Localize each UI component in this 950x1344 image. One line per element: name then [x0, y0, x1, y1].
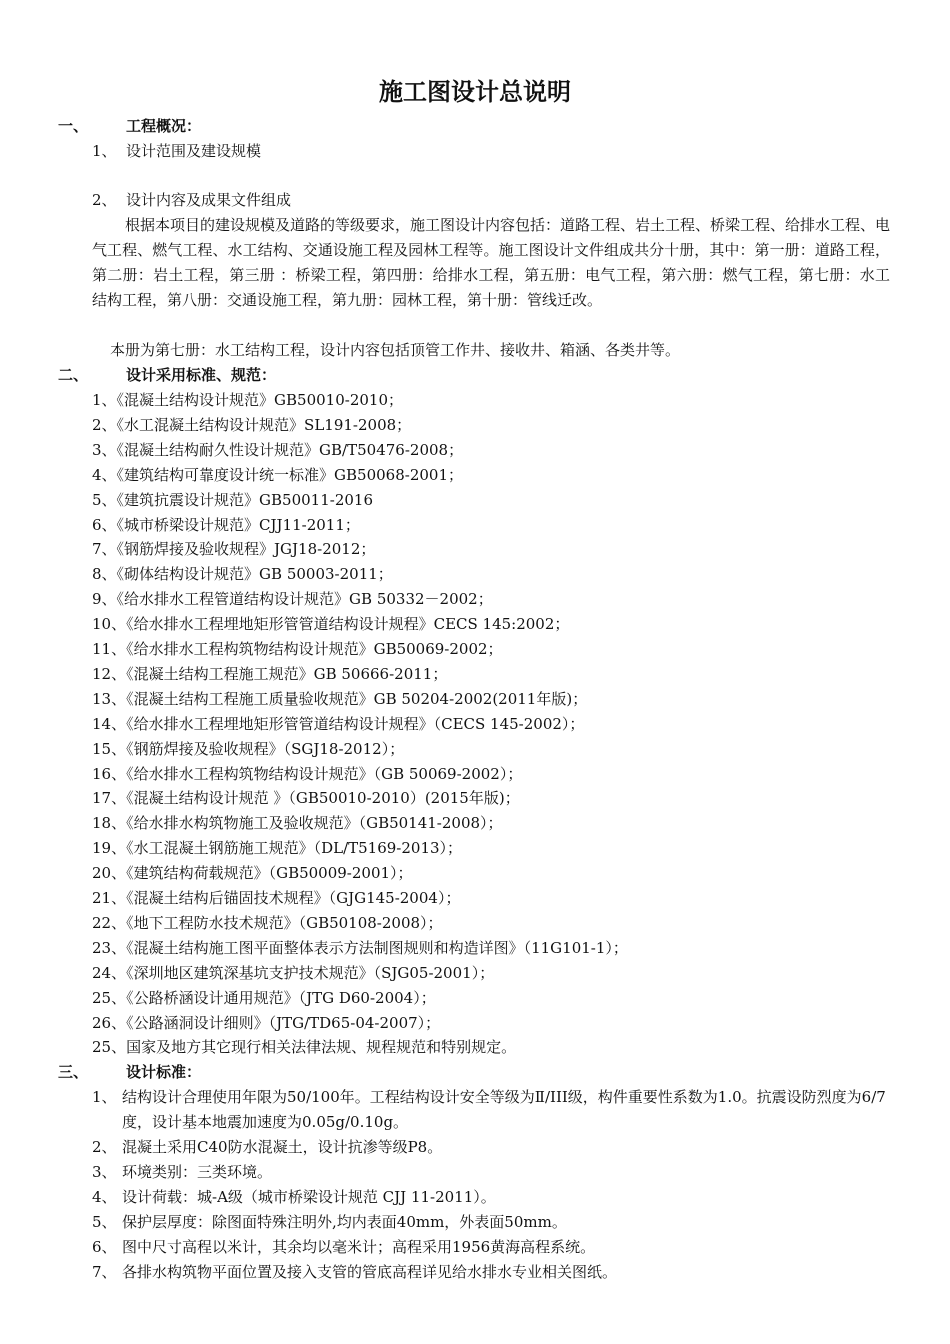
standard-item: 17、《混凝土结构设计规范 》（GB50010-2010）(2015年版)；: [92, 789, 520, 808]
standard-item: 22、《地下工程防水技术规范》（GB50108-2008）；: [92, 913, 443, 932]
section-3-item-number: 4、: [92, 1188, 117, 1206]
section-3-item-text: 混凝土采用C40防水混凝土，设计抗渗等级P8。: [122, 1138, 443, 1156]
section-2-number: 二、: [58, 366, 89, 384]
standard-item: 5、《建筑抗震设计规范》GB50011-2016: [92, 490, 374, 509]
section-3-item-number: 1、: [92, 1088, 117, 1106]
section-1-item-text: 设计内容及成果文件组成: [126, 191, 292, 209]
standard-item: 10、《给水排水工程埋地矩形管管道结构设计规程》CECS 145:2002；: [92, 615, 570, 634]
standard-item: 2、《水工混凝土结构设计规范》SL191-2008；: [92, 415, 412, 434]
standard-item: 1、《混凝土结构设计规范》GB50010-2010；: [92, 391, 404, 409]
section-3-item-text: 各排水构筑物平面位置及接入支管的管底高程详见给水排水专业相关图纸。: [122, 1263, 618, 1281]
standard-item: 11、《给水排水工程构筑物结构设计规范》GB50069-2002；: [92, 640, 503, 658]
section-3-heading: 设计标准：: [126, 1063, 202, 1081]
section-1-item-number: 2、: [92, 191, 117, 209]
section-3-item-text: 图中尺寸高程以米计，其余均以毫米计；高程采用1956黄海高程系统。: [122, 1238, 596, 1256]
section-3-item-text: 设计荷载：城-A级（城市桥梁设计规范 CJJ 11-2011）。: [122, 1188, 496, 1206]
document-title: 施工图设计总说明: [379, 78, 571, 106]
section-2-heading: 设计采用标准、规范：: [126, 366, 277, 384]
standard-item: 7、《钢筋焊接及验收规程》JGJ18-2012；: [92, 540, 376, 559]
standard-item: 4、《建筑结构可靠度设计统一标准》GB50068-2001；: [92, 465, 464, 484]
section-3-item-number: 5、: [92, 1213, 117, 1231]
section-1-heading: 工程概况：: [126, 117, 202, 135]
standard-item: 25、《公路桥涵设计通用规范》（JTG D60-2004）；: [92, 988, 436, 1007]
standard-item: 20、《建筑结构荷载规范》（GB50009-2001）；: [92, 864, 413, 883]
standard-item: 23、《混凝土结构施工图平面整体表示方法制图规则和构造详图》（11G101-1）；: [92, 938, 628, 957]
standard-item: 25、国家及地方其它现行相关法律法规、规程规范和特别规定。: [92, 1038, 517, 1057]
standard-item: 24、《深圳地区建筑深基坑支护技术规范》（SJG05-2001）；: [92, 963, 495, 982]
section-1-number: 一、: [58, 117, 89, 135]
standard-item: 19、《水工混凝土钢筋施工规范》（DL/T5169-2013）；: [92, 839, 463, 858]
standard-item: 12、《混凝土结构工程施工规范》GB 50666-2011；: [92, 664, 448, 683]
standard-item: 3、《混凝土结构耐久性设计规范》GB/T50476-2008；: [92, 440, 464, 459]
section-3-item-number: 7、: [92, 1263, 117, 1281]
section-3-item-text: 结构设计合理使用年限为50/100年。工程结构设计安全等级为Ⅱ/III级，构件重要性系数为1.0。抗震设防烈度为6/7度，设计基本地震加速度为0.05g/0.10g。: [122, 1088, 886, 1131]
section-3-item-number: 6、: [92, 1238, 117, 1256]
standard-item: 8、《砌体结构设计规范》GB 50003-2011；: [92, 565, 393, 584]
standard-item: 16、《给水排水工程构筑物结构设计规范》（GB 50069-2002）；: [92, 764, 523, 783]
standard-item: 21、《混凝土结构后锚固技术规程》（GJG145-2004）；: [92, 889, 461, 907]
standard-item: 9、《给水排水工程管道结构设计规范》GB 50332－2002；: [92, 590, 493, 609]
standard-item: 26、《公路涵洞设计细则》（JTG/TD65-04-2007）；: [92, 1013, 441, 1032]
section-3-item-number: 2、: [92, 1138, 117, 1156]
section-1-note: 本册为第七册：水工结构工程，设计内容包括顶管工作井、接收井、箱涵、各类井等。: [110, 341, 681, 359]
section-1-paragraph: 根据本项目的建设规模及道路的等级要求，施工图设计内容包括：道路工程、岩土工程、桥梁工程、给排水工程、电气工程、燃气工程、水工结构、交通设施工程及园林工程等。施工图设计文件组成共分十册，其中：第一册：道路工程，第二册：岩土工程，第三册 ：桥梁工程，第四册：给排水工程，第五册：电气工程，第六册：燃气工程，第七册：水工结构工程，第八册：交通设施工程，第九册：园林工程，第十册：管线迁改。: [92, 216, 891, 309]
standard-item: 15、《钢筋焊接及验收规程》（SGJ18-2012）；: [92, 739, 405, 758]
section-3-item-number: 3、: [92, 1163, 117, 1181]
section-1-item-text: 设计范围及建设规模: [126, 142, 262, 160]
standard-item: 18、《给水排水构筑物施工及验收规范》（GB50141-2008）；: [92, 814, 503, 833]
standard-item: 13、《混凝土结构工程施工质量验收规范》GB 50204-2002(2011年版)；: [92, 689, 588, 708]
section-1-item-number: 1、: [92, 142, 117, 160]
standard-item: 6、《城市桥梁设计规范》CJJ11-2011；: [92, 515, 360, 534]
section-3-item-text: 保护层厚度：除图面特殊注明外,均内表面40mm，外表面50mm。: [122, 1213, 567, 1231]
section-3-number: 三、: [58, 1063, 89, 1081]
section-3-item-text: 环境类别：三类环境。: [122, 1163, 273, 1181]
standard-item: 14、《给水排水工程埋地矩形管管道结构设计规程》（CECS 145-2002）；: [92, 714, 585, 733]
